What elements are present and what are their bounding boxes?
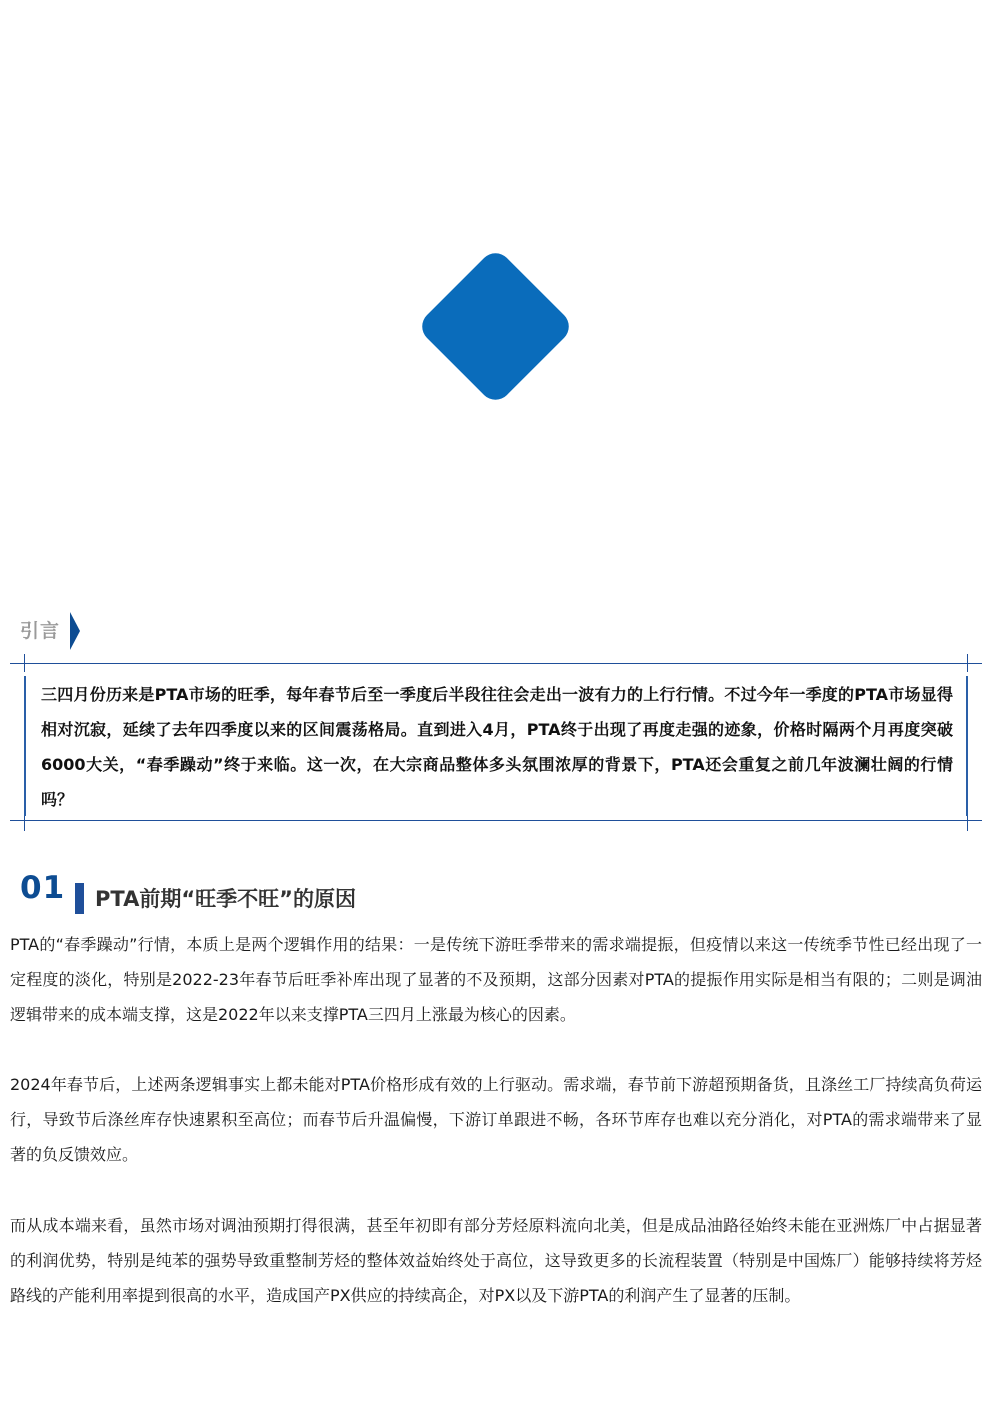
frame-tick xyxy=(24,654,25,672)
intro-bottom-rule xyxy=(10,820,982,821)
frame-tick xyxy=(967,654,968,672)
section-number: 01 xyxy=(20,870,66,906)
intro-label: 引言 xyxy=(20,620,61,642)
section-marker-bar xyxy=(75,883,84,914)
intro-top-rule xyxy=(10,663,982,664)
body-paragraph: 2024年春节后，上述两条逻辑事实上都未能对PTA价格形成有效的上行驱动。需求端，春节前下游超预期备货，且涤丝工厂持续高负荷运行，导致节后涤丝库存快速累积至高位；而春节后升温偏慢，下游订单跟进不畅，各环节库存也难以充分消化，对PTA的需求端带来了显著的负反馈效应。 xyxy=(10,1075,982,1164)
intro-text: 三四月份历来是PTA市场的旺季，每年春节后至一季度后半段往往会走出一波有力的上行行情。不过今年一季度的PTA市场显得相对沉寂，延续了去年四季度以来的区间震荡格局。直到进入4月，PTA终于出现了再度走强的迹象，价格时隔两个月再度突破6000大关，“春季躁动”终于来临。这一次，在大宗商品整体多头氛围浓厚的背景下，PTA还会重复之前几年波澜壮阔的行情吗？ xyxy=(41,685,953,809)
body-paragraph: 而从成本端来看，虽然市场对调油预期打得很满，甚至年初即有部分芳烃原料流向北美，但是成品油路径始终未能在亚洲炼厂中占据显著的利润优势，特别是纯苯的强势导致重整制芳烃的整体效益始终处于高位，这导致更多的长流程装置（特别是中国炼厂）能够持续将芳烃路线的产能利用率提到很高的水平，造成国产PX供应的持续高企，对PX以及下游PTA的利润产生了显著的压制。 xyxy=(10,1216,982,1305)
section-title: PTA前期“旺季不旺”的原因 xyxy=(95,887,356,911)
chevron-right-icon xyxy=(70,612,80,650)
brand-diamond-logo xyxy=(416,247,576,407)
body-paragraph: PTA的“春季躁动”行情，本质上是两个逻辑作用的结果：一是传统下游旺季带来的需求端提振，但疫情以来这一传统季节性已经出现了一定程度的淡化，特别是2022-23年春节后旺季补库出现了显著的不及预期，这部分因素对PTA的提振作用实际是相当有限的；二则是调油逻辑带来的成本端支撑，这是2022年以来支撑PTA三四月上涨最为核心的因素。 xyxy=(10,935,982,1024)
